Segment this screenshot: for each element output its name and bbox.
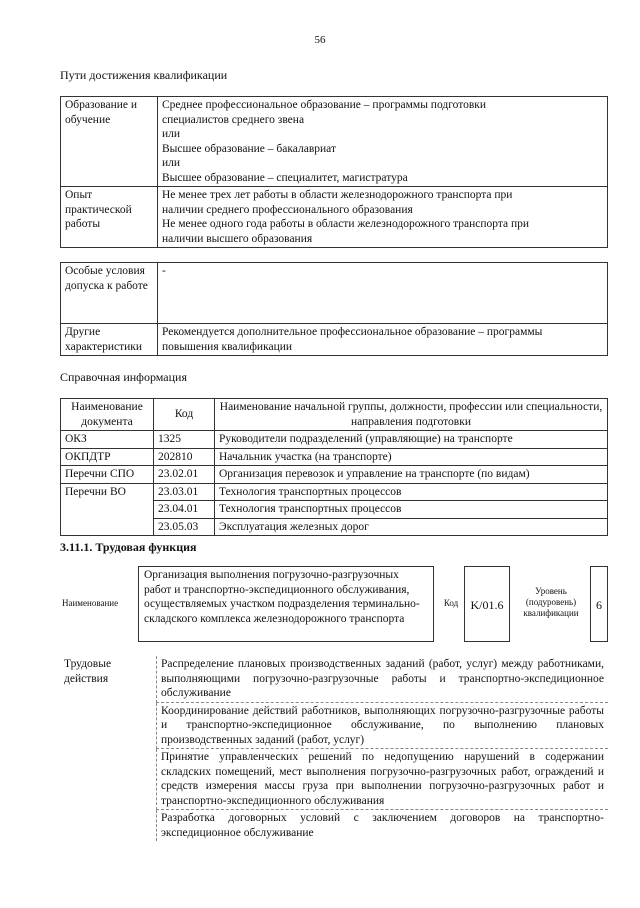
- table-header-row: [61, 399, 608, 431]
- experience-line: Не менее трех лет работы в области железнодорожного транспорта при: [162, 189, 513, 201]
- doc-cell: ОКЗ: [61, 431, 154, 449]
- education-line: Среднее профессиональное образование – программы подготовки: [162, 99, 487, 111]
- name-cell: Эксплуатация железных дорог: [215, 518, 608, 536]
- education-line: или: [162, 157, 181, 169]
- labor-action-item: Распределение плановых производственных заданий (работ, услуг) между работниками, выполняющими погрузочно-разгрузочные работы и транспортно-экспедиционное обслуживание: [157, 656, 609, 702]
- code-cell: 23.04.01: [154, 501, 215, 519]
- table-row: [61, 431, 608, 449]
- education-line: или: [162, 128, 181, 140]
- doc-cell: Перечни СПО: [61, 466, 154, 484]
- code-cell: 1325: [154, 431, 215, 449]
- experience-label: Опыт практической работы: [61, 187, 158, 248]
- table-row: [61, 187, 608, 248]
- special-conditions-label: Особые условия допуска к работе: [61, 263, 158, 324]
- paths-heading: Пути достижения квалификации: [60, 68, 228, 82]
- labor-actions-table: [60, 656, 608, 841]
- education-value: [158, 97, 608, 187]
- function-heading: 3.11.1. Трудовая функция: [60, 540, 197, 554]
- header-cell: Код: [154, 399, 215, 431]
- table-row: [61, 483, 608, 501]
- experience-line: Не менее одного года работы в области железнодорожного транспорта при: [162, 218, 530, 230]
- name-cell: Руководители подразделений (управляющие) на транспорте: [215, 431, 608, 449]
- experience-line: наличии высшего образования: [162, 232, 313, 245]
- code-cell: 23.05.03: [154, 518, 215, 536]
- education-line: Высшее образование – специалитет, магистратура: [162, 171, 408, 184]
- labor-action-item: Координирование действий работников, выполняющих погрузочно-разгрузочные работы и транспортно-экспедиционное обслуживание, по выполнению плановых производственных заданий (работ, услуг): [157, 702, 609, 749]
- other-label: Другие характеристики: [61, 324, 158, 356]
- experience-value: [158, 187, 608, 248]
- name-cell: Организация перевозок и управление на транспорте (по видам): [215, 466, 608, 484]
- table-row: [61, 97, 608, 187]
- other-value: [158, 324, 608, 356]
- education-line: специалистов среднего звена: [162, 113, 305, 126]
- table-row: [61, 263, 608, 324]
- name-cell: Начальник участка (на транспорте): [215, 448, 608, 466]
- code-cell: 23.02.01: [154, 466, 215, 484]
- education-label: Образование и обучение: [61, 97, 158, 187]
- function-code-label: Код: [443, 598, 459, 608]
- name-cell: Технология транспортных процессов: [215, 483, 608, 501]
- table-row: [61, 448, 608, 466]
- special-conditions-value: -: [158, 263, 608, 324]
- function-code-value: K/01.6: [464, 566, 510, 642]
- page-number: 56: [314, 34, 326, 46]
- table-row: [61, 466, 608, 484]
- labor-action-item: Разработка договорных условий с заключением договоров на транспортно-экспедиционное обслуживание: [157, 810, 609, 842]
- reference-table: [60, 398, 608, 536]
- code-cell: 23.03.01: [154, 483, 215, 501]
- education-line: Высшее образование – бакалавриат: [162, 142, 336, 155]
- qualification-paths-table: [60, 96, 608, 248]
- doc-cell: Перечни ВО: [61, 483, 154, 536]
- other-line: Рекомендуется дополнительное профессиональное образование – программы: [162, 326, 543, 338]
- table-row: [61, 324, 608, 356]
- labor-action-item: Принятие управленческих решений по недопущению нарушений в содержании складских помещений, мест выполнения погрузочно-разгрузочных работ, ограждений и средств измерения массы груза при выполнении погрузочно-разгрузочных работ и транспортно-экспедиционного обслуживания: [157, 749, 609, 810]
- experience-line: наличии среднего профессионального образования: [162, 203, 413, 216]
- doc-cell: ОКПДТР: [61, 448, 154, 466]
- conditions-table: [60, 262, 608, 356]
- function-level-label: Уровень (подуровень) квалификации: [523, 586, 579, 618]
- header-cell: Наименование начальной группы, должности, профессии или специальности, направления подготовки: [215, 399, 608, 431]
- code-cell: 202810: [154, 448, 215, 466]
- table-row: [60, 656, 608, 702]
- header-cell: Наименование документа: [61, 399, 154, 431]
- labor-actions-label: Трудовые действия: [64, 658, 112, 685]
- reference-heading: Справочная информация: [60, 370, 187, 384]
- name-cell: Технология транспортных процессов: [215, 501, 608, 519]
- function-level-value: 6: [590, 566, 608, 642]
- function-name-value: Организация выполнения погрузочно-разгрузочных работ и транспортно-экспедиционного обслуживания, осуществляемых участком подразделения терминально-складского комплекса железнодорожного транспорта: [138, 566, 434, 642]
- other-line: повышения квалификации: [162, 340, 293, 353]
- function-name-label: Наименование: [62, 598, 119, 608]
